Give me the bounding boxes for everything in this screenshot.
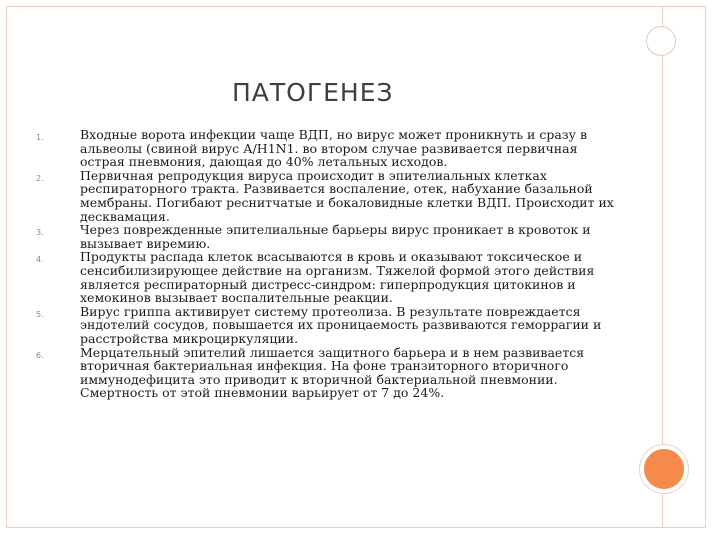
list-item — [36, 250, 626, 304]
list-item-text: Первичная репродукция вируса происходит в эпителиальных клетках респираторного тракта. Развивается воспаление, отек, набухание базальной мембраны. Погибают реснитчатые и бокаловидные клетки ВДП. Происходит их десквамация. — [80, 167, 614, 224]
decorative-circle-top — [646, 26, 676, 56]
list-item-text: Входные ворота инфекции чаще ВДП, но вирус может проникнуть и сразу в альвеолы (свиной вирус А/Н1N1. во втором случае развивается первичная острая пневмония, дающая до 40% летальных исходов. — [80, 127, 587, 170]
list-item-number: 3. — [36, 228, 44, 238]
list-item-number: 2. — [36, 173, 44, 183]
decorative-circle-accent — [640, 445, 688, 493]
list-item-number: 5. — [36, 309, 44, 319]
list-item — [36, 169, 626, 223]
list-item — [36, 128, 626, 169]
slide-title: ПАТОГЕНЕЗ — [232, 78, 394, 107]
list-item-number: 6. — [36, 350, 44, 360]
list-item-number: 4. — [36, 255, 44, 265]
list-item-text: Мерцательный эпителий лишается защитного барьера и в нем развивается вторичная бактериальная инфекция. На фоне транзиторного вторичного иммунодефицита это приводит к вторичной бактериальной пневмонии. Смертность от этой пневмонии варьирует от 7 до 24%. — [80, 344, 585, 401]
pathogenesis-list — [36, 128, 626, 400]
list-item — [36, 223, 626, 250]
list-item-number: 1. — [36, 133, 44, 142]
list-item — [36, 305, 626, 346]
list-item-text: Через поврежденные эпителиальные барьеры вирус проникает в кровоток и вызывает виремию. — [80, 222, 591, 251]
list-item-text: Вирус гриппа активирует систему протеолиза. В результате повреждается эндотелий сосудов, повышается их проницаемость развиваются геморрагии и расстройства микроциркуляции. — [80, 303, 602, 346]
list-item-text: Продукты распада клеток всасываются в кровь и оказывают токсическое и сенсибилизирующее действие на организм. Тяжелой формой этого действия является респираторный дистресс-синдром: гиперпродукция цитокинов и хемокинов вызывает воспалительные реакции. — [80, 249, 595, 306]
list-item — [36, 346, 626, 400]
